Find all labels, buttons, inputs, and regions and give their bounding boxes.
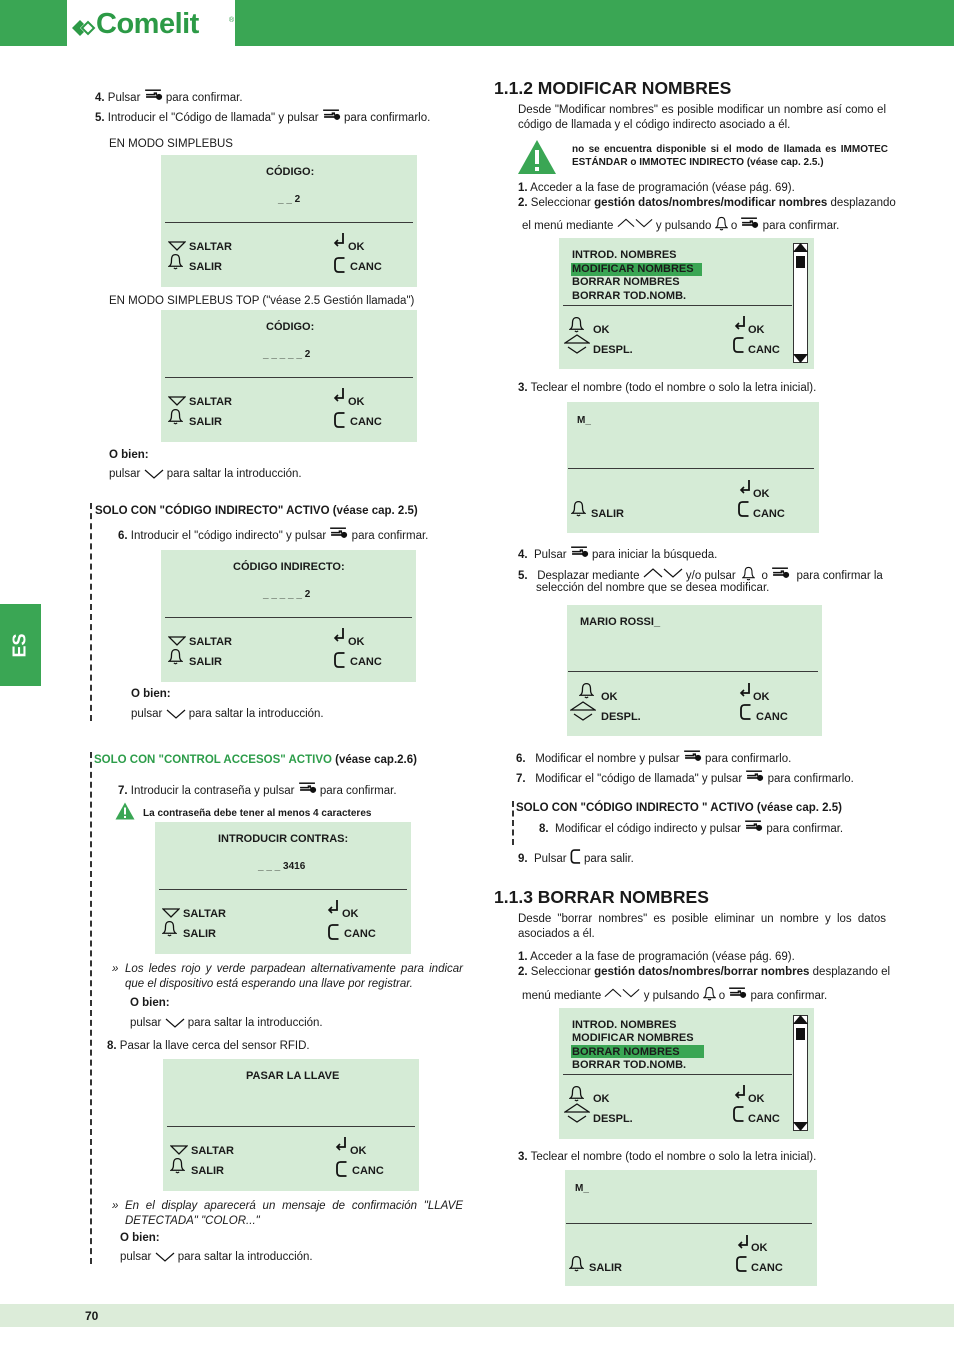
bell-icon [168,253,183,270]
footer-bar [0,1304,954,1327]
step-r8: 8. Modificar el código indirecto y pulsar para confirmar. [539,820,843,837]
bell-icon [168,648,183,665]
lcd-name-entry [567,402,819,533]
enter-icon [737,1234,751,1250]
menu-item-borrar-tod: BORRAR TOD.NOMB. [572,290,687,302]
step-5: 5. Introducir el "Código de llamada" y pulsar para confirmarlo. [95,109,430,126]
softkey-saltar: SALTAR [189,636,232,648]
softkey-salir: SALIR [189,656,222,668]
lcd-display-code-top [161,310,417,442]
section-divider [90,503,92,721]
indirect-section-title: SOLO CON "CÓDIGO INDIRECTO" ACTIVO (véase cap. 2.5) [95,505,418,517]
softkey-ok: OK [348,241,365,253]
note-bullet: » [112,1200,119,1212]
step-r5: 5. Desplazar mediante y/o pulsar o para confirmar la [518,566,883,584]
down-arrow-icon [162,907,180,919]
step-r1: 1. Acceder a la fase de programación (véase pág. 69). [518,182,795,194]
softkey-saltar: SALTAR [191,1145,234,1157]
immotec-warning: no se encuentra disponible si el modo de llamada es IMMOTEC ESTÁNDAR o IMMOTEC INDIRECTO (véase cap. 2.5.) [572,144,888,168]
softkey-canc: CANC [350,416,382,428]
up-down-arrows-icon [564,1103,590,1123]
access-section-title: SOLO CON "CONTROL ACCESOS" ACTIVO (véase cap.2.6) [94,754,417,766]
softkey-salir: SALIR [183,928,216,940]
softkey-ok: OK [348,636,365,648]
menu-item-introd: INTROD. NOMBRES [572,249,677,261]
softkey-salir: SALIR [189,416,222,428]
canc-icon [327,923,340,941]
menu-item-borrar: BORRAR NOMBRES [572,1046,680,1058]
softkey-despl: DESPL. [593,1113,633,1125]
step-8: 8. Pasar la llave cerca del sensor RFID. [107,1040,310,1052]
down-arrow-icon [168,635,186,647]
softkey-canc: CANC [748,344,780,356]
lcd-value: M_ [577,415,591,426]
section-divider [90,752,92,1264]
softkey-saltar: SALTAR [189,396,232,408]
down-arrow-icon [170,1144,188,1156]
softkey-salir: SALIR [589,1262,622,1274]
note-bullet: » [112,963,119,975]
bell-icon [569,1255,584,1272]
step-b2: 2. Seleccionar gestión datos/nombres/borrar nombres desplazando el [518,966,891,978]
menu-item-modificar: MODIFICAR NOMBRES [572,1032,694,1044]
canc-icon [333,256,346,274]
canc-icon [335,1160,348,1178]
lcd-value: M_ [575,1183,589,1194]
down-arrow-icon [168,395,186,407]
bell-icon [168,408,183,425]
softkey-ok: OK [593,324,610,336]
chevron-down-icon [165,1017,185,1029]
indirect-section-title-right: SOLO CON "CÓDIGO INDIRECTO " ACTIVO (véase cap. 2.5) [516,802,842,814]
step-b3: 3. Teclear el nombre (todo el nombre o solo la letra inicial). [518,1151,817,1163]
softkey-canc: CANC [350,261,382,273]
softkey-ok: OK [748,1093,765,1105]
key-detected-note: En el display aparecerá un mensaje de confirmación "LLAVE DETECTADA" "COLOR..." [125,1200,463,1227]
step-r4: 4. Pulsar para iniciar la búsqueda. [518,546,717,563]
canc-icon [739,703,752,721]
skip-hint: pulsar para saltar la introducción. [131,708,324,720]
softkey-canc: CANC [350,656,382,668]
softkey-canc: CANC [756,711,788,723]
modify-intro: Desde "Modificar nombres" es posible modificar un nombre así como el código de llamada y el código indirecto asociado a él. [518,104,886,131]
lcd-title: CÓDIGO INDIRECTO: [233,561,345,573]
o-bien: O bien: [120,1232,160,1244]
key-icon [744,820,763,833]
section-title-delete-names: 1.1.3 BORRAR NOMBRES [494,887,709,907]
lcd-display-indirect-code [161,550,416,682]
canc-icon [732,1105,745,1123]
led-note: Los ledes rojo y verde parpadean alternativamente para indicar que el dispositivo está esperando una llave por registrar. [125,963,463,990]
lcd-display-pass-key [163,1059,419,1191]
enter-icon [739,682,753,698]
softkey-despl: DESPL. [593,344,633,356]
password-warning: La contraseña debe tener al menos 4 caracteres [143,808,372,819]
canc-icon [735,1255,748,1273]
registered-mark: ® [229,17,235,24]
softkey-canc: CANC [748,1113,780,1125]
softkey-ok: OK [748,324,765,336]
softkey-canc: CANC [751,1262,783,1274]
o-bien: O bien: [130,997,170,1009]
step-r9: 9. Pulsar para salir. [518,848,634,867]
lcd-title: PASAR LA LLAVE [246,1070,340,1082]
softkey-ok: OK [348,396,365,408]
enter-icon [739,479,753,495]
softkey-ok: OK [753,488,770,500]
down-arrow-icon [168,240,186,252]
key-icon [329,527,348,540]
softkey-ok: OK [601,691,618,703]
step-b1: 1. Acceder a la fase de programación (véase pág. 69). [518,951,795,963]
softkey-ok: OK [751,1242,768,1254]
bell-icon [170,1157,185,1174]
step-r5-line2: selección del nombre que se desea modificar. [536,582,770,594]
lcd-menu-delete [559,1008,814,1139]
chevron-down-icon [622,987,640,999]
language-tab-label: ES [9,632,30,658]
scrollbar[interactable] [793,1015,808,1131]
up-down-arrows-icon [570,701,596,721]
skip-hint: pulsar para saltar la introducción. [109,468,302,480]
lcd-display-password [155,822,411,954]
step-r6: 6. Modificar el nombre y pulsar para confirmarlo. [516,750,791,767]
step-6: 6. Introducir el "código indirecto" y pulsar para confirmar. [118,527,428,544]
bell-icon [571,500,586,517]
bell-icon [569,316,584,333]
key-icon [740,217,759,230]
softkey-canc: CANC [344,928,376,940]
softkey-salir: SALIR [591,508,624,520]
enter-icon [327,899,341,915]
scrollbar-thumb [796,256,805,268]
chevron-down-icon [155,1251,175,1263]
canc-icon [333,651,346,669]
lcd-value: _ _ _ _ _ 2 [263,349,311,360]
scrollbar-thumb [796,1028,805,1040]
chevron-down-icon [663,567,683,579]
lcd-title: CÓDIGO: [266,321,315,333]
step-7: 7. Introducir la contraseña y pulsar para confirmar. [118,782,397,799]
key-icon [298,782,317,795]
mode-simplebus: EN MODO SIMPLEBUS [109,138,233,150]
lcd-title: CÓDIGO: [266,166,315,178]
softkey-ok: OK [593,1093,610,1105]
softkey-ok: OK [350,1145,367,1157]
menu-item-introd: INTROD. NOMBRES [572,1019,677,1031]
menu-item-borrar: BORRAR NOMBRES [572,276,680,288]
step-r7: 7. Modificar el "código de llamada" y pulsar para confirmarlo. [516,770,854,787]
lcd-value: _ _ _ 3416 [258,861,306,872]
softkey-canc: CANC [753,508,785,520]
key-icon [144,89,163,102]
mode-simplebus-top: EN MODO SIMPLEBUS TOP ("véase 2.5 Gestión llamada") [109,295,415,307]
softkey-salir: SALIR [191,1165,224,1177]
enter-icon [734,1084,748,1100]
canc-icon [737,500,750,518]
comelit-logo-icon [70,18,96,38]
step-4: 4. Pulsar para confirmar. [95,89,243,106]
chevron-down-icon [144,468,164,480]
warning-icon [515,139,559,175]
enter-icon [734,315,748,331]
step-r2-line2: el menú mediante y pulsando o para confirmar. [522,216,839,234]
softkey-despl: DESPL. [601,711,641,723]
lcd-display-code [161,155,417,287]
warning-icon [115,802,135,820]
step-r2: 2. Seleccionar gestión datos/nombres/modificar nombres desplazando [518,197,896,209]
softkey-saltar: SALTAR [183,908,226,920]
step-r3: 3. Teclear el nombre (todo el nombre o solo la letra inicial). [518,382,817,394]
chevron-up-icon [643,567,663,579]
chevron-down-icon [166,708,186,720]
brand-name: Comelit [96,8,199,40]
lcd-value: _ _ _ _ _ 2 [263,589,311,600]
key-icon [683,750,702,763]
chevron-up-icon [604,987,622,999]
menu-item-modificar: MODIFICAR NOMBRES [572,263,694,275]
lcd-title: INTRODUCIR CONTRAS: [218,833,349,845]
lcd-value: _ _ 2 [278,194,301,205]
section-title-modify-names: 1.1.2 MODIFICAR NOMBRES [494,78,732,98]
bell-icon [579,682,594,699]
softkey-ok: OK [342,908,359,920]
lcd-name-entry-delete [565,1170,817,1286]
enter-icon [333,627,347,643]
key-icon [570,546,589,559]
menu-item-borrar-tod: BORRAR TOD.NOMB. [572,1059,687,1071]
skip-hint: pulsar para saltar la introducción. [120,1251,313,1263]
bell-icon [703,986,716,1001]
bell-icon [742,566,755,581]
key-icon [771,567,790,580]
softkey-salir: SALIR [189,261,222,273]
language-tab [0,604,41,686]
o-bien: O bien: [109,449,149,461]
lcd-menu-modify [559,238,814,369]
canc-icon [732,336,745,354]
skip-hint: pulsar para saltar la introducción. [130,1017,323,1029]
section-divider [512,801,514,845]
scrollbar[interactable] [793,243,808,363]
key-icon [728,987,747,1000]
bell-icon [162,920,177,937]
bell-icon [569,1085,584,1102]
bell-icon [715,216,728,231]
enter-icon [333,232,347,248]
page-number: 70 [85,1309,99,1323]
chevron-down-icon [635,217,653,229]
softkey-canc: CANC [352,1165,384,1177]
lcd-value: MARIO ROSSI_ [580,616,661,628]
enter-icon [335,1136,349,1152]
enter-icon [333,387,347,403]
delete-intro: Desde "borrar nombres" es posible eliminar un nombre y los datos asociados a él. [518,913,886,940]
chevron-up-icon [617,217,635,229]
canc-icon [570,848,581,865]
up-down-arrows-icon [564,334,590,354]
softkey-saltar: SALTAR [189,241,232,253]
step-b2-line2: menú mediante y pulsando o para confirmar. [522,986,827,1004]
key-icon [745,770,764,783]
o-bien: O bien: [131,688,171,700]
canc-icon [333,411,346,429]
softkey-ok: OK [753,691,770,703]
key-icon [322,109,341,122]
lcd-name-result [567,605,822,736]
